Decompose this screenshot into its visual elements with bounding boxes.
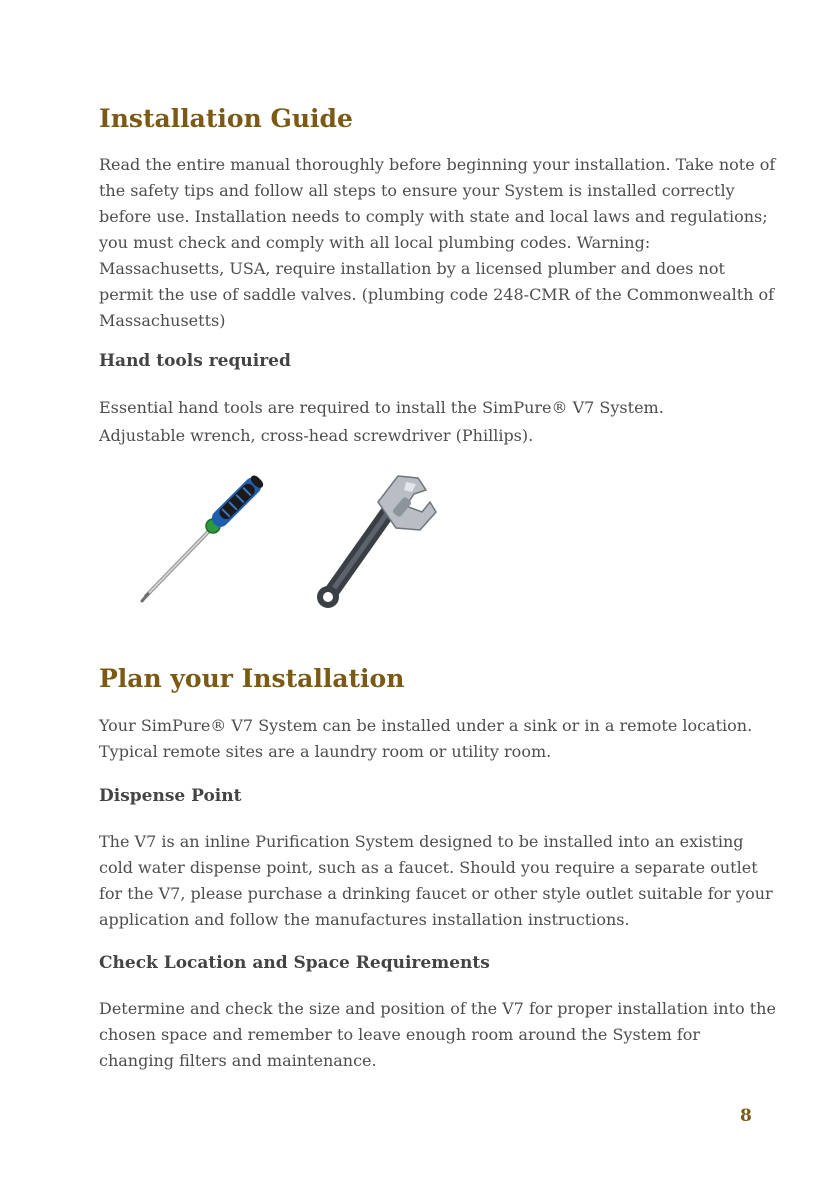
dispense-point-paragraph: The V7 is an inline Purification System designed to be installed into an existing cold water dispense point, such as a faucet. Should you require a separate outlet for the V7, please purchase a drinking faucet or other style outlet suitable for your application and follow the manufactures installation instructions. — [99, 832, 773, 929]
hand-tools-line-1: Essential hand tools are required to install the SimPure® V7 System. — [99, 398, 664, 417]
hand-tools-heading: Hand tools required — [99, 351, 291, 371]
dispense-point-heading: Dispense Point — [99, 786, 242, 806]
installation-intro-paragraph: Read the entire manual thoroughly before beginning your installation. Take note of the safety tips and follow all steps to ensure your System is installed correctly before use. Installation needs to comply with state and local laws and regulations; you must check and comply with all local plumbing codes. Warning: Massachusetts, USA, require installation by a licensed plumber and does not permit the use of saddle valves. (plumbing code 248-CMR of the Commonwealth of Massachusetts) — [99, 155, 776, 330]
location-requirements-paragraph: Determine and check the size and position of the V7 for proper installation into the chosen space and remember to leave enough room around the System for changing filters and maintenance. — [99, 999, 776, 1070]
tools-graphic — [130, 462, 470, 612]
plan-installation-title: Plan your Installation — [99, 664, 405, 693]
installation-guide-title: Installation Guide — [99, 104, 353, 133]
location-requirements-heading: Check Location and Space Requirements — [99, 953, 490, 973]
tool-illustrations — [130, 462, 470, 612]
page-number: 8 — [740, 1106, 752, 1126]
plan-intro-paragraph: Your SimPure® V7 System can be installed under a sink or in a remote location. Typical remote sites are a laundry room or utility room. — [99, 716, 753, 761]
screwdriver-icon — [142, 473, 266, 601]
hand-tools-line-2: Adjustable wrench, cross-head screwdriver (Phillips). — [99, 426, 534, 445]
adjustable-wrench-icon — [317, 476, 436, 608]
